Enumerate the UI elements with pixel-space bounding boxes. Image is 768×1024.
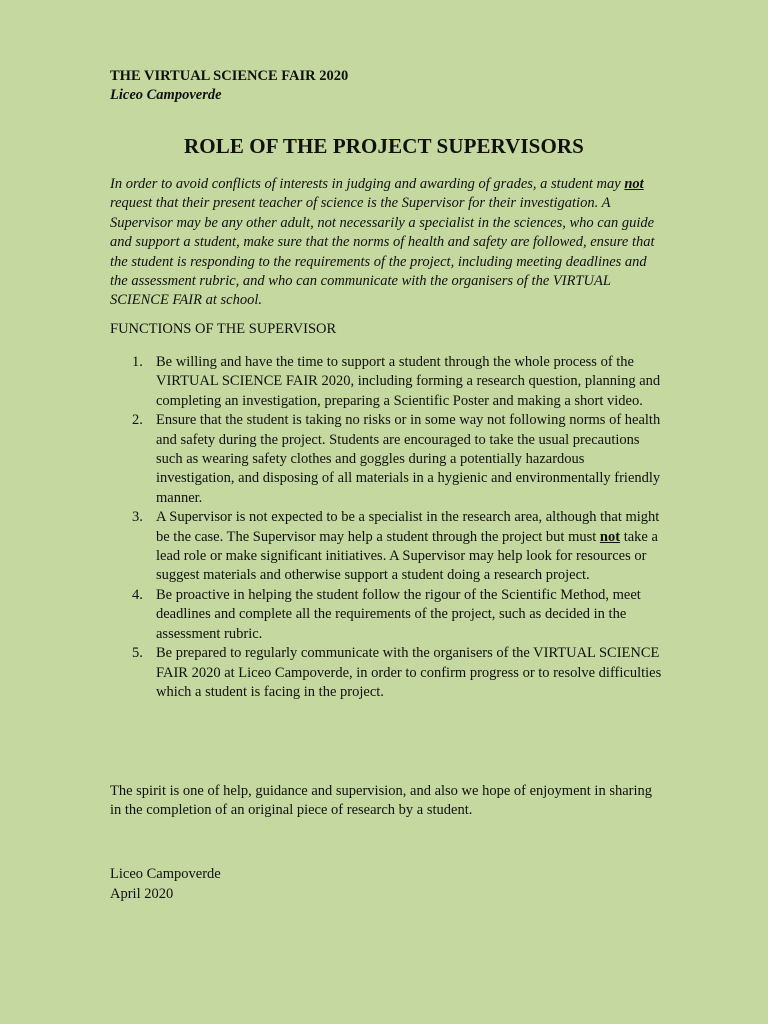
document-header — [110, 67, 348, 105]
function-number: 1. — [132, 354, 143, 370]
functions-list — [110, 353, 665, 702]
function-item-1 — [110, 353, 665, 411]
fair-name: THE VIRTUAL SCIENCE FAIR 2020 — [110, 68, 349, 84]
function-item-2 — [110, 411, 665, 508]
signature-name: Liceo Campoverde — [110, 866, 221, 882]
intro-paragraph — [110, 175, 665, 311]
function-text: Ensure that the student is taking no risks or in some way not following norms of health and safety during the project. Students are encouraged to take the usual precautions such as wearing safety clothes and goggles during a potentially hazardous investigation, and disposing of all materials in a hygienic and environmentally friendly manner. — [156, 412, 661, 506]
function-text: Be willing and have the time to support a student through the whole process of the VIRTUAL SCIENCE FAIR 2020, including forming a research question, planning and completing an investigation, preparing a Scientific Poster and making a short video. — [156, 354, 661, 409]
intro-text-end: request that their present teacher of science is the Supervisor for their investigation. A Supervisor may be any other adult, not necessarily a specialist in the sciences, who can guide and support a student, make sure that the norms of health and safety are followed, ensure that the student is responding to the requirements of the project, including meeting deadlines and the assessment rubric, and who can communicate with the organisers of the VIRTUAL SCIENCE FAIR at school. — [110, 195, 655, 309]
function-number: 4. — [132, 586, 143, 603]
function-text: Be prepared to regularly communicate with the organisers of the VIRTUAL SCIENCE FAIR 2020 at Liceo Campoverde, in order to confirm progress or to resolve difficulties which a student is facing in the project. — [156, 645, 662, 700]
intro-text-start: In order to avoid conflicts of interests in judging and awarding of grades, a student may — [110, 176, 625, 192]
function-number: 3. — [132, 509, 143, 526]
function-text-start: A Supervisor is not expected to be a specialist in the research area, although that might be the case. The Supervisor may help a student through the project but must — [156, 509, 660, 545]
school-name: Liceo Campoverde — [110, 87, 222, 103]
functions-heading: FUNCTIONS OF THE SUPERVISOR — [110, 321, 337, 337]
function-item-5 — [110, 644, 665, 702]
function-number: 5. — [132, 645, 143, 662]
function-item-4 — [110, 586, 665, 644]
function-emphasis: not — [599, 528, 621, 545]
intro-emphasis: not — [624, 176, 644, 192]
page-title: ROLE OF THE PROJECT SUPERVISORS — [184, 134, 584, 158]
signature-block — [110, 864, 221, 904]
function-text: Be proactive in helping the student follow the rigour of the Scientific Method, meet deadlines and complete all the requirements of the project, such as decided in the assessment rubric. — [156, 586, 641, 642]
signature-date: April 2020 — [110, 886, 174, 902]
closing-paragraph: The spirit is one of help, guidance and supervision, and also we hope of enjoyment in sharing in the completion of an original piece of research by a student. — [110, 783, 653, 819]
function-item-3 — [110, 508, 665, 586]
function-number: 2. — [132, 412, 143, 429]
function-text-end: take a lead role or make significant initiatives. A Supervisor may help look for resources or suggest materials and otherwise support a student doing a research project. — [156, 528, 658, 584]
